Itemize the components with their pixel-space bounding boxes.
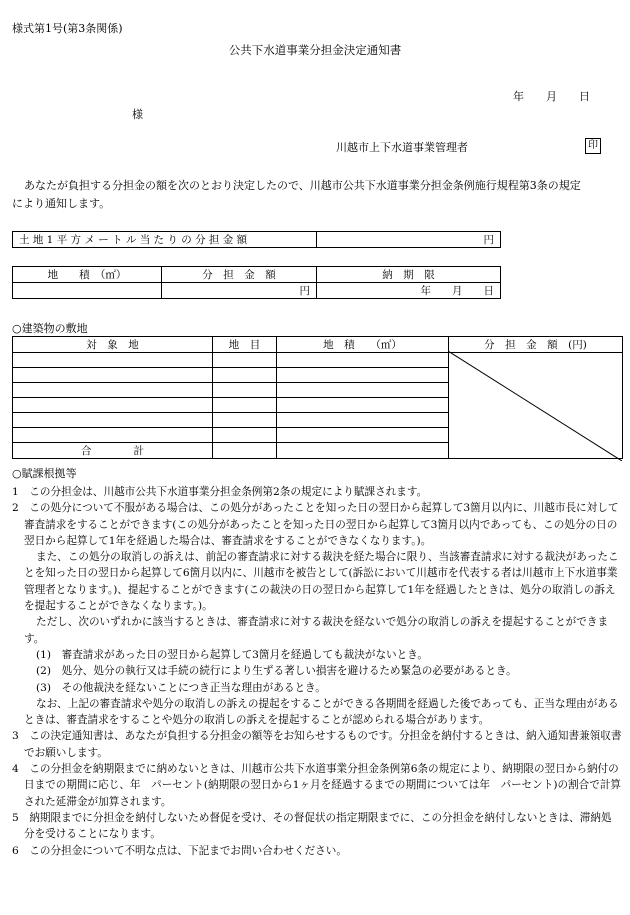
- header-land-category: 地 目: [213, 337, 277, 353]
- assessment-table: [12, 266, 501, 299]
- note-2-exception: ただし、次のいずれかに該当するときは、審査請求に対する裁決を経ないで処分の取消しの訴えを提起することができます。: [24, 616, 609, 645]
- note-5: 5 納期限までに分担金を納付しないため督促を受け、その督促状の指定期限までに、この分担金を納付しないときは、滞納処分を受けることになります。: [12, 811, 612, 841]
- notes-title: ○賦課根拠等: [12, 467, 77, 480]
- table-cell: [13, 383, 213, 398]
- note-2-proviso: なお、上記の審査請求や処分の取消しの訴えの提起をすることができる各期間を経過した後であっても、正当な理由があるときは、審査請求をすることや処分の取消しの訴えを提起することが認められる場合があります。: [24, 697, 619, 727]
- table-cell: [13, 353, 213, 368]
- table-cell: [277, 368, 449, 383]
- header-land-area: 地 積 （㎡）: [13, 267, 162, 283]
- note-4: 4 この分担金を納期限までに納めないときは、川越市公共下水道事業分担金条例第6条の規定により、納期限の翌日から納付の日までの期間に応じ、年 パーセント(納期限の翌日から1ヶ月を経過するまでの期間については年 パーセント)の割合で計算された延滞金が加算されます。: [12, 763, 622, 808]
- cell-charge-amount: 円: [162, 283, 317, 299]
- unit-amount-label: 土 地 1 平 方 メ ー ト ル 当 た り の 分 担 金 額: [13, 232, 317, 248]
- seal-stamp: 印: [585, 138, 601, 154]
- table-cell: [13, 413, 213, 428]
- addressee-suffix: 様: [132, 108, 143, 121]
- header-due-date: 納 期 限: [317, 267, 501, 283]
- table-cell: [13, 368, 213, 383]
- note-2-item-2: (2) 処分、処分の執行又は手続の続行により生ずる著しい損害を避けるため緊急の必要があるとき。: [36, 665, 517, 678]
- table-cell: [277, 398, 449, 413]
- document-title: 公共下水道事業分担金決定通知書: [228, 43, 402, 57]
- table-cell: [213, 368, 277, 383]
- intro-text-2: により通知します。: [12, 197, 111, 210]
- building-section-title: ○建築物の敷地: [12, 322, 88, 335]
- form-number: 様式第1号(第3条関係): [12, 22, 123, 35]
- table-cell: [277, 443, 449, 459]
- intro-text-1: あなたが負担する分担金の額を次のとおり決定したので、川越市公共下水道事業分担金条例施行規程第3条の規定: [24, 179, 581, 192]
- header-charge-amount: 分 担 金 額: [162, 267, 317, 283]
- header-target-land: 対 象 地: [13, 337, 213, 353]
- table-cell: [13, 428, 213, 443]
- note-2-item-1: (1) 審査請求があった日の翌日から起算して3箇月を経過しても裁決がないとき。: [36, 648, 428, 661]
- total-label: 合 計: [13, 443, 213, 459]
- table-cell: [13, 398, 213, 413]
- table-cell: [213, 413, 277, 428]
- cell-land-area: [13, 283, 162, 299]
- table-cell: [213, 428, 277, 443]
- table-cell: [277, 383, 449, 398]
- table-cell: [213, 398, 277, 413]
- header-area: 地 積 （㎡）: [277, 337, 449, 353]
- unit-amount-value: 円: [317, 232, 501, 248]
- header-amount: 分 担 金 額 (円): [449, 337, 623, 353]
- table-cell: [277, 353, 449, 368]
- note-2-lawsuit: また、この処分の取消しの訴えは、前記の審査請求に対する裁決を経た場合に限り、当該審査請求に対する裁決があったことを知った日の翌日から起算して6箇月以内に、川越市を被告として(訴訟において川越市を代表する者は川越市上下水道事業管理者となります。)、提起することができます(この裁決の日の翌日から起算して1年を経過したときは、処分の取消しの訴えを提起することができなくなります。)。: [24, 551, 619, 613]
- note-6: 6 この分担金について不明な点は、下記までお問い合わせください。: [12, 844, 347, 857]
- note-2-item-3: (3) その他裁決を経ないことにつき正当な理由があるとき。: [36, 681, 326, 694]
- table-cell: [213, 383, 277, 398]
- cell-due-date: 年 月 日: [317, 283, 501, 299]
- note-2: 2 この処分について不服がある場合は、この処分があったことを知った日の翌日から起算して3箇月以内に、川越市長に対して審査請求をすることができます(この処分があったことを知った日の翌日から起算して3箇月以内であっても、この処分の日の翌日から起算して1年を経過した場合は、審査請求をすることができなくなります。)。: [12, 502, 619, 547]
- table-cell: [213, 353, 277, 368]
- date-line: 年 月 日: [513, 90, 590, 103]
- table-cell: [277, 428, 449, 443]
- table-cell: [213, 443, 277, 459]
- unit-amount-table: [12, 231, 501, 248]
- note-3: 3 この決定通知書は、あなたが負担する分担金の額等をお知らせするものです。分担金を納付するときは、納入通知書兼領収書でお願いします。: [12, 730, 622, 759]
- diagonal-strike: [448, 351, 622, 461]
- notes-body: [12, 484, 622, 859]
- note-1: 1 この分担金は、川越市公共下水道事業分担金条例第2条の規定により賦課されます。: [12, 486, 428, 498]
- table-cell: [277, 413, 449, 428]
- issuer-name: 川越市上下水道事業管理者: [336, 141, 468, 154]
